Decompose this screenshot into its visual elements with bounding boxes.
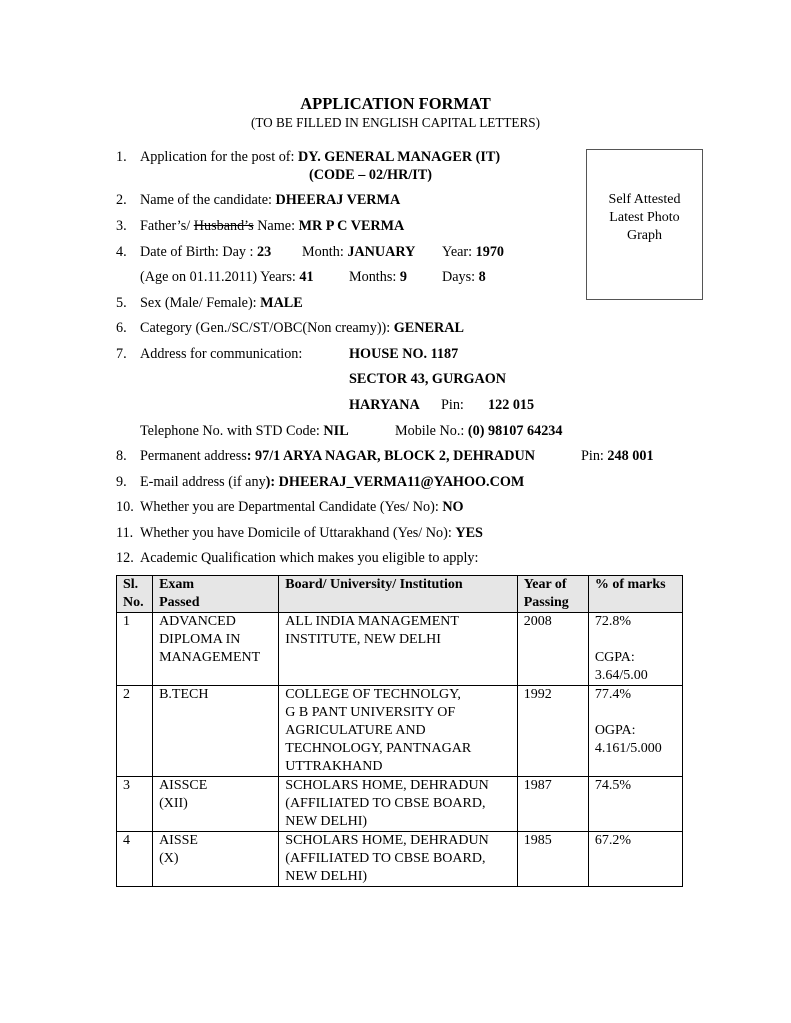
field-value: 8 [478, 269, 486, 285]
item-name [116, 192, 127, 209]
cell-marks [588, 832, 682, 887]
cell-text: G B PANT UNIVERSITY OF [285, 705, 456, 720]
cell-board [279, 777, 517, 832]
item-number: 8. [116, 448, 127, 464]
header-text: Passed [159, 595, 200, 610]
field-label: Months: [349, 269, 400, 285]
field-label: Name: [253, 218, 299, 234]
dob-month [302, 244, 415, 261]
cell-sl [117, 777, 153, 832]
cell-text: 77.4% [594, 687, 631, 702]
field-value: NIL [323, 423, 349, 439]
field-value: 248 001 [607, 448, 654, 464]
item-departmental [116, 499, 134, 516]
field-value: 41 [299, 269, 314, 285]
field-label: (Age on 01.11.2011) Years: [140, 269, 300, 285]
field-value: 23 [257, 244, 272, 260]
cell-text: 1992 [523, 687, 552, 702]
cell-text: CGPA: [594, 650, 635, 665]
field-value: SECTOR 43, GURGAON [349, 371, 507, 387]
cell-sl [117, 613, 153, 686]
header-board [279, 576, 517, 613]
cell-text: 2008 [523, 614, 552, 629]
form-title: APPLICATION FORMAT [300, 94, 491, 113]
cell-text [595, 631, 676, 649]
header-exam [153, 576, 279, 613]
cell-text: 3.64/5.00 [594, 668, 648, 683]
header-marks [588, 576, 682, 613]
cell-text: AGRICULATURE AND [285, 723, 426, 738]
cell-text: DIPLOMA IN [159, 632, 241, 647]
permanent-pin [581, 448, 654, 465]
table-row [117, 777, 683, 832]
item-number: 9. [116, 474, 127, 490]
academic-label: Academic Qualification which makes you eligible to apply: [140, 550, 479, 566]
item-sex [116, 295, 127, 312]
field-value: MALE [260, 295, 303, 311]
cell-text: 74.5% [594, 778, 631, 793]
cell-text: (AFFILIATED TO CBSE BOARD, [285, 851, 486, 866]
field-value: (0) 98107 64234 [467, 423, 563, 439]
cell-exam [153, 686, 279, 777]
cell-text: AISSE [159, 833, 198, 848]
item-permanent-text [140, 448, 535, 465]
table-row [117, 613, 683, 686]
field-value: ): DHEERAJ_VERMA11@YAHOO.COM [265, 474, 525, 490]
cell-text: 1987 [523, 778, 552, 793]
cell-text: 4.161/5.000 [594, 741, 662, 756]
item-number: 12. [116, 550, 134, 566]
item-category [116, 320, 127, 337]
phone-line [140, 423, 349, 440]
item-number: 4. [116, 244, 127, 260]
table-header-row [117, 576, 683, 613]
field-value: 9 [399, 269, 407, 285]
field-value: 122 015 [488, 397, 535, 413]
item-number: 2. [116, 192, 127, 208]
item-number: 6. [116, 320, 127, 336]
address-pin-label: Pin: [441, 397, 464, 413]
item-academic [116, 550, 134, 567]
cell-exam [153, 777, 279, 832]
item-number: 10. [116, 499, 134, 515]
field-value: (CODE – 02/HR/IT) [309, 167, 432, 183]
address-line-1 [349, 346, 458, 363]
item-permanent [116, 448, 127, 465]
field-label: Year: [442, 244, 476, 260]
cell-board [279, 832, 517, 887]
header-text: Passing [523, 595, 569, 610]
cell-text: (XII) [159, 796, 188, 811]
field-label: Mobile No.: [395, 423, 468, 439]
dob-year [442, 244, 504, 261]
header-text: Sl. [123, 577, 139, 592]
field-label: Name of the candidate: [140, 192, 276, 208]
field-label: Whether you are Departmental Candidate (Yes/ No): [140, 499, 443, 515]
field-label: Whether you have Domicile of Uttarakhand (Yes/ No): [140, 525, 456, 541]
cell-text: 1 [123, 614, 130, 629]
field-value: DHEERAJ VERMA [275, 192, 401, 208]
field-label: Category (Gen./SC/ST/OBC(Non creamy)): [140, 320, 394, 336]
item-email [116, 474, 127, 491]
item-number: 1. [116, 149, 127, 165]
cell-text: TECHNOLOGY, PANTNAGAR [285, 741, 472, 756]
mobile-line [395, 423, 562, 440]
field-label: Days: [442, 269, 479, 285]
cell-board [279, 613, 517, 686]
photo-box-line: Latest Photo [609, 210, 680, 225]
field-value: 1970 [475, 244, 505, 260]
cell-exam [153, 832, 279, 887]
struck-label: Husband’s [193, 218, 254, 234]
item-name-text [140, 192, 400, 209]
dob-day [140, 244, 271, 261]
address-line-2 [349, 371, 506, 388]
cell-text: (AFFILIATED TO CBSE BOARD, [285, 796, 486, 811]
cell-text: MANAGEMENT [159, 650, 261, 665]
cell-text: 1985 [523, 833, 552, 848]
header-text: No. [123, 595, 144, 610]
field-label: Month: [302, 244, 348, 260]
form-subtitle: (TO BE FILLED IN ENGLISH CAPITAL LETTERS) [250, 115, 541, 130]
cell-year [517, 832, 588, 887]
table-row [117, 686, 683, 777]
header-text: Exam [159, 577, 195, 592]
item-number: 7. [116, 346, 127, 362]
item-sex-text [140, 295, 303, 312]
cell-text: B.TECH [159, 687, 209, 702]
cell-text: SCHOLARS HOME, DEHRADUN [285, 833, 489, 848]
cell-year [517, 613, 588, 686]
item-father-text [140, 218, 404, 235]
age-days [442, 269, 486, 286]
header-sl [117, 576, 153, 613]
field-value: MR P C VERMA [298, 218, 405, 234]
field-value: JANUARY [347, 244, 416, 260]
item-post [116, 149, 127, 166]
item-number: 5. [116, 295, 127, 311]
qualification-table [116, 575, 683, 887]
cell-text: 2 [123, 687, 130, 702]
cell-text: 4 [123, 833, 130, 848]
field-value: : 97/1 ARYA NAGAR, BLOCK 2, DEHRADUN [246, 448, 536, 464]
age-months [349, 269, 407, 286]
cell-text: COLLEGE OF TECHNOLGY, [285, 687, 461, 702]
item-father [116, 218, 127, 235]
photo-box-line: Graph [627, 228, 662, 243]
cell-text [595, 704, 676, 722]
header-text: Year of [523, 577, 567, 592]
item-post-code [309, 167, 432, 184]
item-post-text [140, 149, 500, 166]
field-label: Permanent address [140, 448, 247, 464]
field-label: E-mail address (if any [140, 474, 266, 490]
field-label: Telephone No. with STD Code: [140, 423, 324, 439]
cell-text: INSTITUTE, NEW DELHI [285, 632, 441, 647]
cell-text: SCHOLARS HOME, DEHRADUN [285, 778, 489, 793]
table-row [117, 832, 683, 887]
cell-text: (X) [159, 851, 179, 866]
field-label: Pin: [581, 448, 608, 464]
item-dob [116, 244, 127, 261]
cell-text: 72.8% [594, 614, 631, 629]
cell-text: NEW DELHI) [285, 814, 368, 829]
item-number: 11. [116, 525, 134, 541]
cell-text: ADVANCED [159, 614, 236, 629]
cell-board [279, 686, 517, 777]
address-line-3 [349, 397, 420, 414]
cell-text: 67.2% [594, 833, 631, 848]
cell-text: UTTRAKHAND [285, 759, 383, 774]
header-text: % of marks [594, 577, 666, 592]
field-label: Sex (Male/ Female): [140, 295, 261, 311]
cell-sl [117, 686, 153, 777]
address-label: Address for communication: [140, 346, 303, 362]
field-value: DY. GENERAL MANAGER (IT) [298, 149, 501, 165]
item-category-text [140, 320, 464, 337]
age-years [140, 269, 314, 286]
field-label: Date of Birth: Day : [140, 244, 258, 260]
field-value: NO [442, 499, 464, 515]
cell-exam [153, 613, 279, 686]
field-value: HARYANA [349, 397, 420, 413]
field-label: Application for the post of: [140, 149, 299, 165]
header-year [517, 576, 588, 613]
cell-sl [117, 832, 153, 887]
item-address [116, 346, 127, 363]
cell-text: OGPA: [594, 723, 636, 738]
cell-text: NEW DELHI) [285, 869, 368, 884]
address-pin [488, 397, 534, 414]
cell-text: AISSCE [159, 778, 208, 793]
field-value: HOUSE NO. 1187 [349, 346, 459, 362]
cell-year [517, 777, 588, 832]
field-value: YES [455, 525, 483, 541]
cell-text: 3 [123, 778, 130, 793]
cell-marks [588, 613, 682, 686]
item-departmental-text [140, 499, 464, 516]
photo-box-line: Self Attested [608, 192, 681, 207]
photo-box [586, 149, 703, 300]
item-number: 3. [116, 218, 127, 234]
field-label: Father’s/ [140, 218, 194, 234]
cell-year [517, 686, 588, 777]
cell-marks [588, 686, 682, 777]
cell-text: ALL INDIA MANAGEMENT [285, 614, 459, 629]
item-domicile [116, 525, 133, 542]
item-domicile-text [140, 525, 483, 542]
header-text: Board/ University/ Institution [285, 577, 463, 592]
cell-marks [588, 777, 682, 832]
field-value: GENERAL [393, 320, 464, 336]
item-email-text [140, 474, 524, 491]
